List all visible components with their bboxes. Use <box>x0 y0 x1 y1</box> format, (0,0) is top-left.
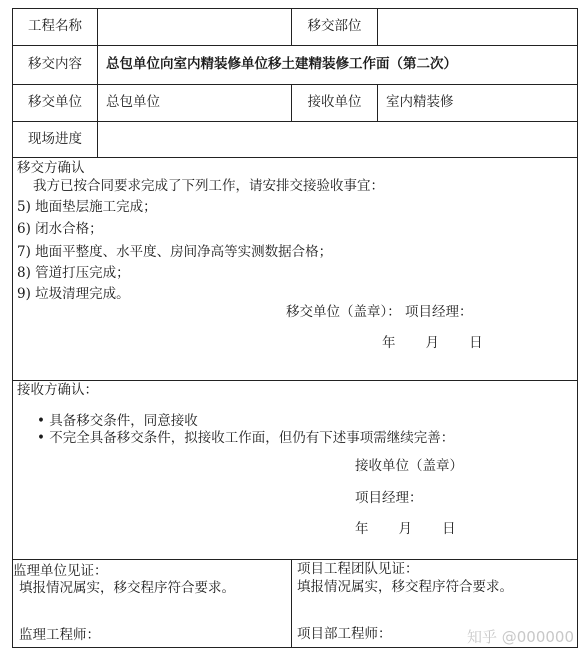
supervision-engineer: 监理工程师： <box>19 627 100 643</box>
project-team-text: 填报情况属实，移交程序符合要求。 <box>297 579 513 595</box>
receiving-option-partial: • 不完全具备移交条件，拟接收工作面，但仍有下述事项需继续完善： <box>37 430 455 446</box>
receiving-manager: 项目经理： <box>355 490 423 506</box>
row-divider-6 <box>12 559 578 560</box>
table-bottom-border <box>12 647 578 648</box>
receiving-unit-signature: 接收单位（盖章） <box>355 458 463 474</box>
witness-column-divider <box>291 559 292 648</box>
project-team-engineer: 项目部工程师： <box>297 626 392 642</box>
handover-part-label: 移交部位 <box>307 18 362 34</box>
mid-column-divider-right-r3 <box>377 84 378 122</box>
list-item: 7) 地面平整度、水平度、房间净高等实测数据合格； <box>17 244 333 260</box>
watermark: 知乎 @000000 <box>466 628 574 646</box>
handover-unit-label: 移交单位 <box>28 94 82 110</box>
row-divider-5 <box>12 380 578 381</box>
handover-confirm-intro: 我方已按合同要求完成了下列工作，请安排交接验收事宜： <box>33 178 384 194</box>
handover-date: 年 月 日 <box>382 335 483 351</box>
receiving-unit-value: 室内精装修 <box>386 94 454 110</box>
handover-confirm-title: 移交方确认 <box>17 160 85 176</box>
supervision-text: 填报情况属实，移交程序符合要求。 <box>19 580 235 596</box>
receiving-date: 年 月 日 <box>355 521 456 537</box>
label-column-divider <box>97 8 98 158</box>
supervision-title: 监理单位见证： <box>13 563 108 579</box>
table-right-border <box>577 8 578 648</box>
receiving-confirm-title: 接收方确认： <box>17 382 98 398</box>
handover-signature: 移交单位（盖章）： 项目经理： <box>286 304 473 320</box>
handover-content-label: 移交内容 <box>28 56 82 72</box>
list-item: 5) 地面垫层施工完成； <box>17 199 157 215</box>
mid-column-divider-right-r1 <box>377 8 378 46</box>
progress-label: 现场进度 <box>28 131 82 147</box>
handover-unit-value: 总包单位 <box>106 94 160 110</box>
handover-content-value: 总包单位向室内精装修单位移土建精装修工作面（第二次） <box>106 56 457 72</box>
list-item: 6) 闭水合格； <box>17 221 103 237</box>
list-item: 9) 垃圾清理完成。 <box>17 286 130 302</box>
receiving-unit-label: 接收单位 <box>307 94 362 110</box>
list-item: 8) 管道打压完成； <box>17 265 130 281</box>
project-name-label: 工程名称 <box>28 18 82 34</box>
receiving-option-accept: • 具备移交条件，同意接收 <box>37 413 198 429</box>
project-team-title: 项目工程团队见证： <box>297 561 419 577</box>
